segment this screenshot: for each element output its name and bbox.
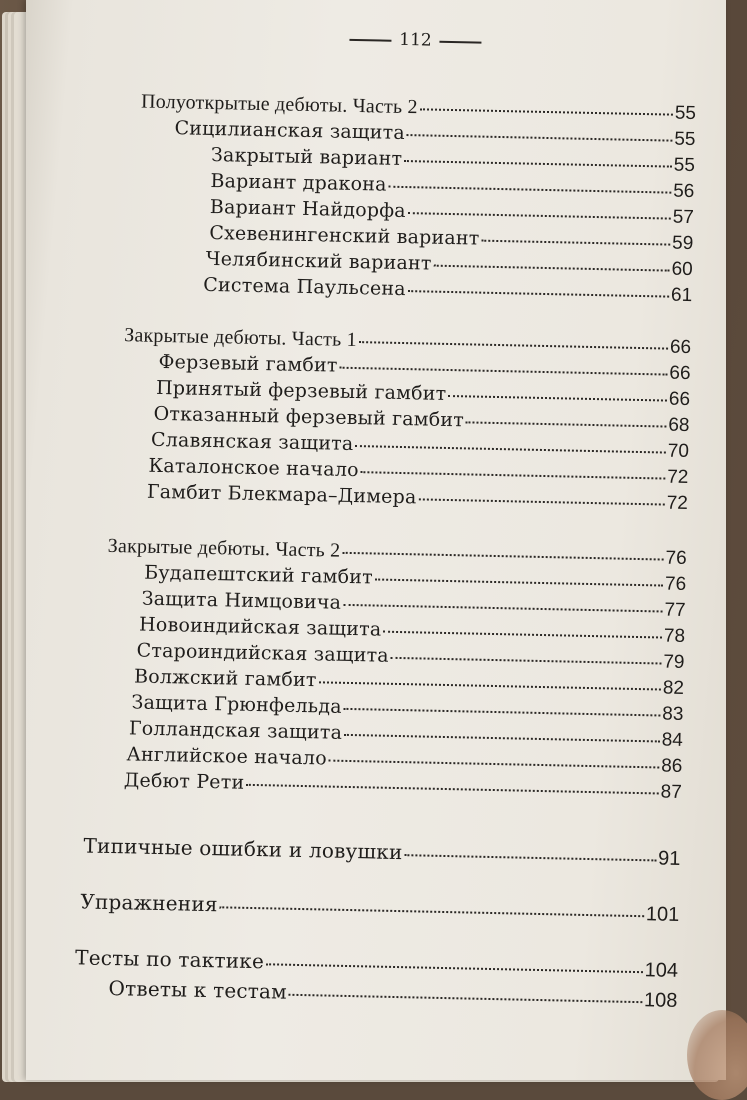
toc-entry: Дебют Рети 87 <box>123 769 682 803</box>
toc-entry: Защита Грюнфельда 83 <box>131 691 684 725</box>
toc-entry: Славянская защита 70 <box>150 428 690 463</box>
toc-entry: Староиндийская защита 79 <box>136 639 685 673</box>
toc-entry: Схевенингенский вариант 59 <box>209 221 694 255</box>
page-header <box>335 29 495 52</box>
toc-entry: Принятый ферзевый гамбит 66 <box>155 376 691 411</box>
toc-entry: Вариант дракона 56 <box>210 169 695 203</box>
toc-entry-answers: Ответы к тестам 108 <box>108 975 678 1012</box>
toc-entry: Вариант Найдорфа 57 <box>209 195 695 229</box>
toc-entry: Волжский гамбит 82 <box>133 665 685 699</box>
toc-entry: Защита Нимцовича 77 <box>141 587 686 621</box>
toc-entry-exercises: Упражнения 101 <box>80 889 680 926</box>
finger-shadow <box>687 1010 747 1100</box>
toc-entry: Английское начало 86 <box>126 743 683 777</box>
toc-entry: Сицилианская защита 55 <box>174 117 696 151</box>
toc-entry-errors: Типичные ошибки и ловушки 91 <box>83 833 681 870</box>
toc-section-heading: Закрытые дебюты. Часть 1 66 <box>123 324 692 359</box>
toc-entry: Система Паульсена 61 <box>203 273 693 307</box>
toc-entry: Будапештский гамбит 76 <box>144 561 687 595</box>
toc-entry: Голландская защита 84 <box>128 717 684 751</box>
header-rule-left <box>349 38 391 41</box>
toc-entry-tests: Тесты по тактике 104 <box>74 945 679 982</box>
toc-section-heading: Полуоткрытые дебюты. Часть 2 55 <box>140 90 697 125</box>
page-number: 112 <box>399 29 432 51</box>
toc-entry: Гамбит Блекмара–Димера 72 <box>146 480 689 515</box>
toc-entry: Ферзевый гамбит 66 <box>158 350 691 385</box>
header-rule-right <box>440 40 482 43</box>
toc-entry: Челябинский вариант 60 <box>205 247 693 281</box>
toc-entry: Закрытый вариант 55 <box>210 143 696 177</box>
toc-entry: Каталонское начало 72 <box>148 454 689 489</box>
toc-section-heading: Закрытые дебюты. Часть 2 76 <box>107 534 687 570</box>
toc-entry: Отказанный ферзевый гамбит 68 <box>153 402 690 437</box>
toc-entry: Новоиндийская защита 78 <box>138 613 686 647</box>
